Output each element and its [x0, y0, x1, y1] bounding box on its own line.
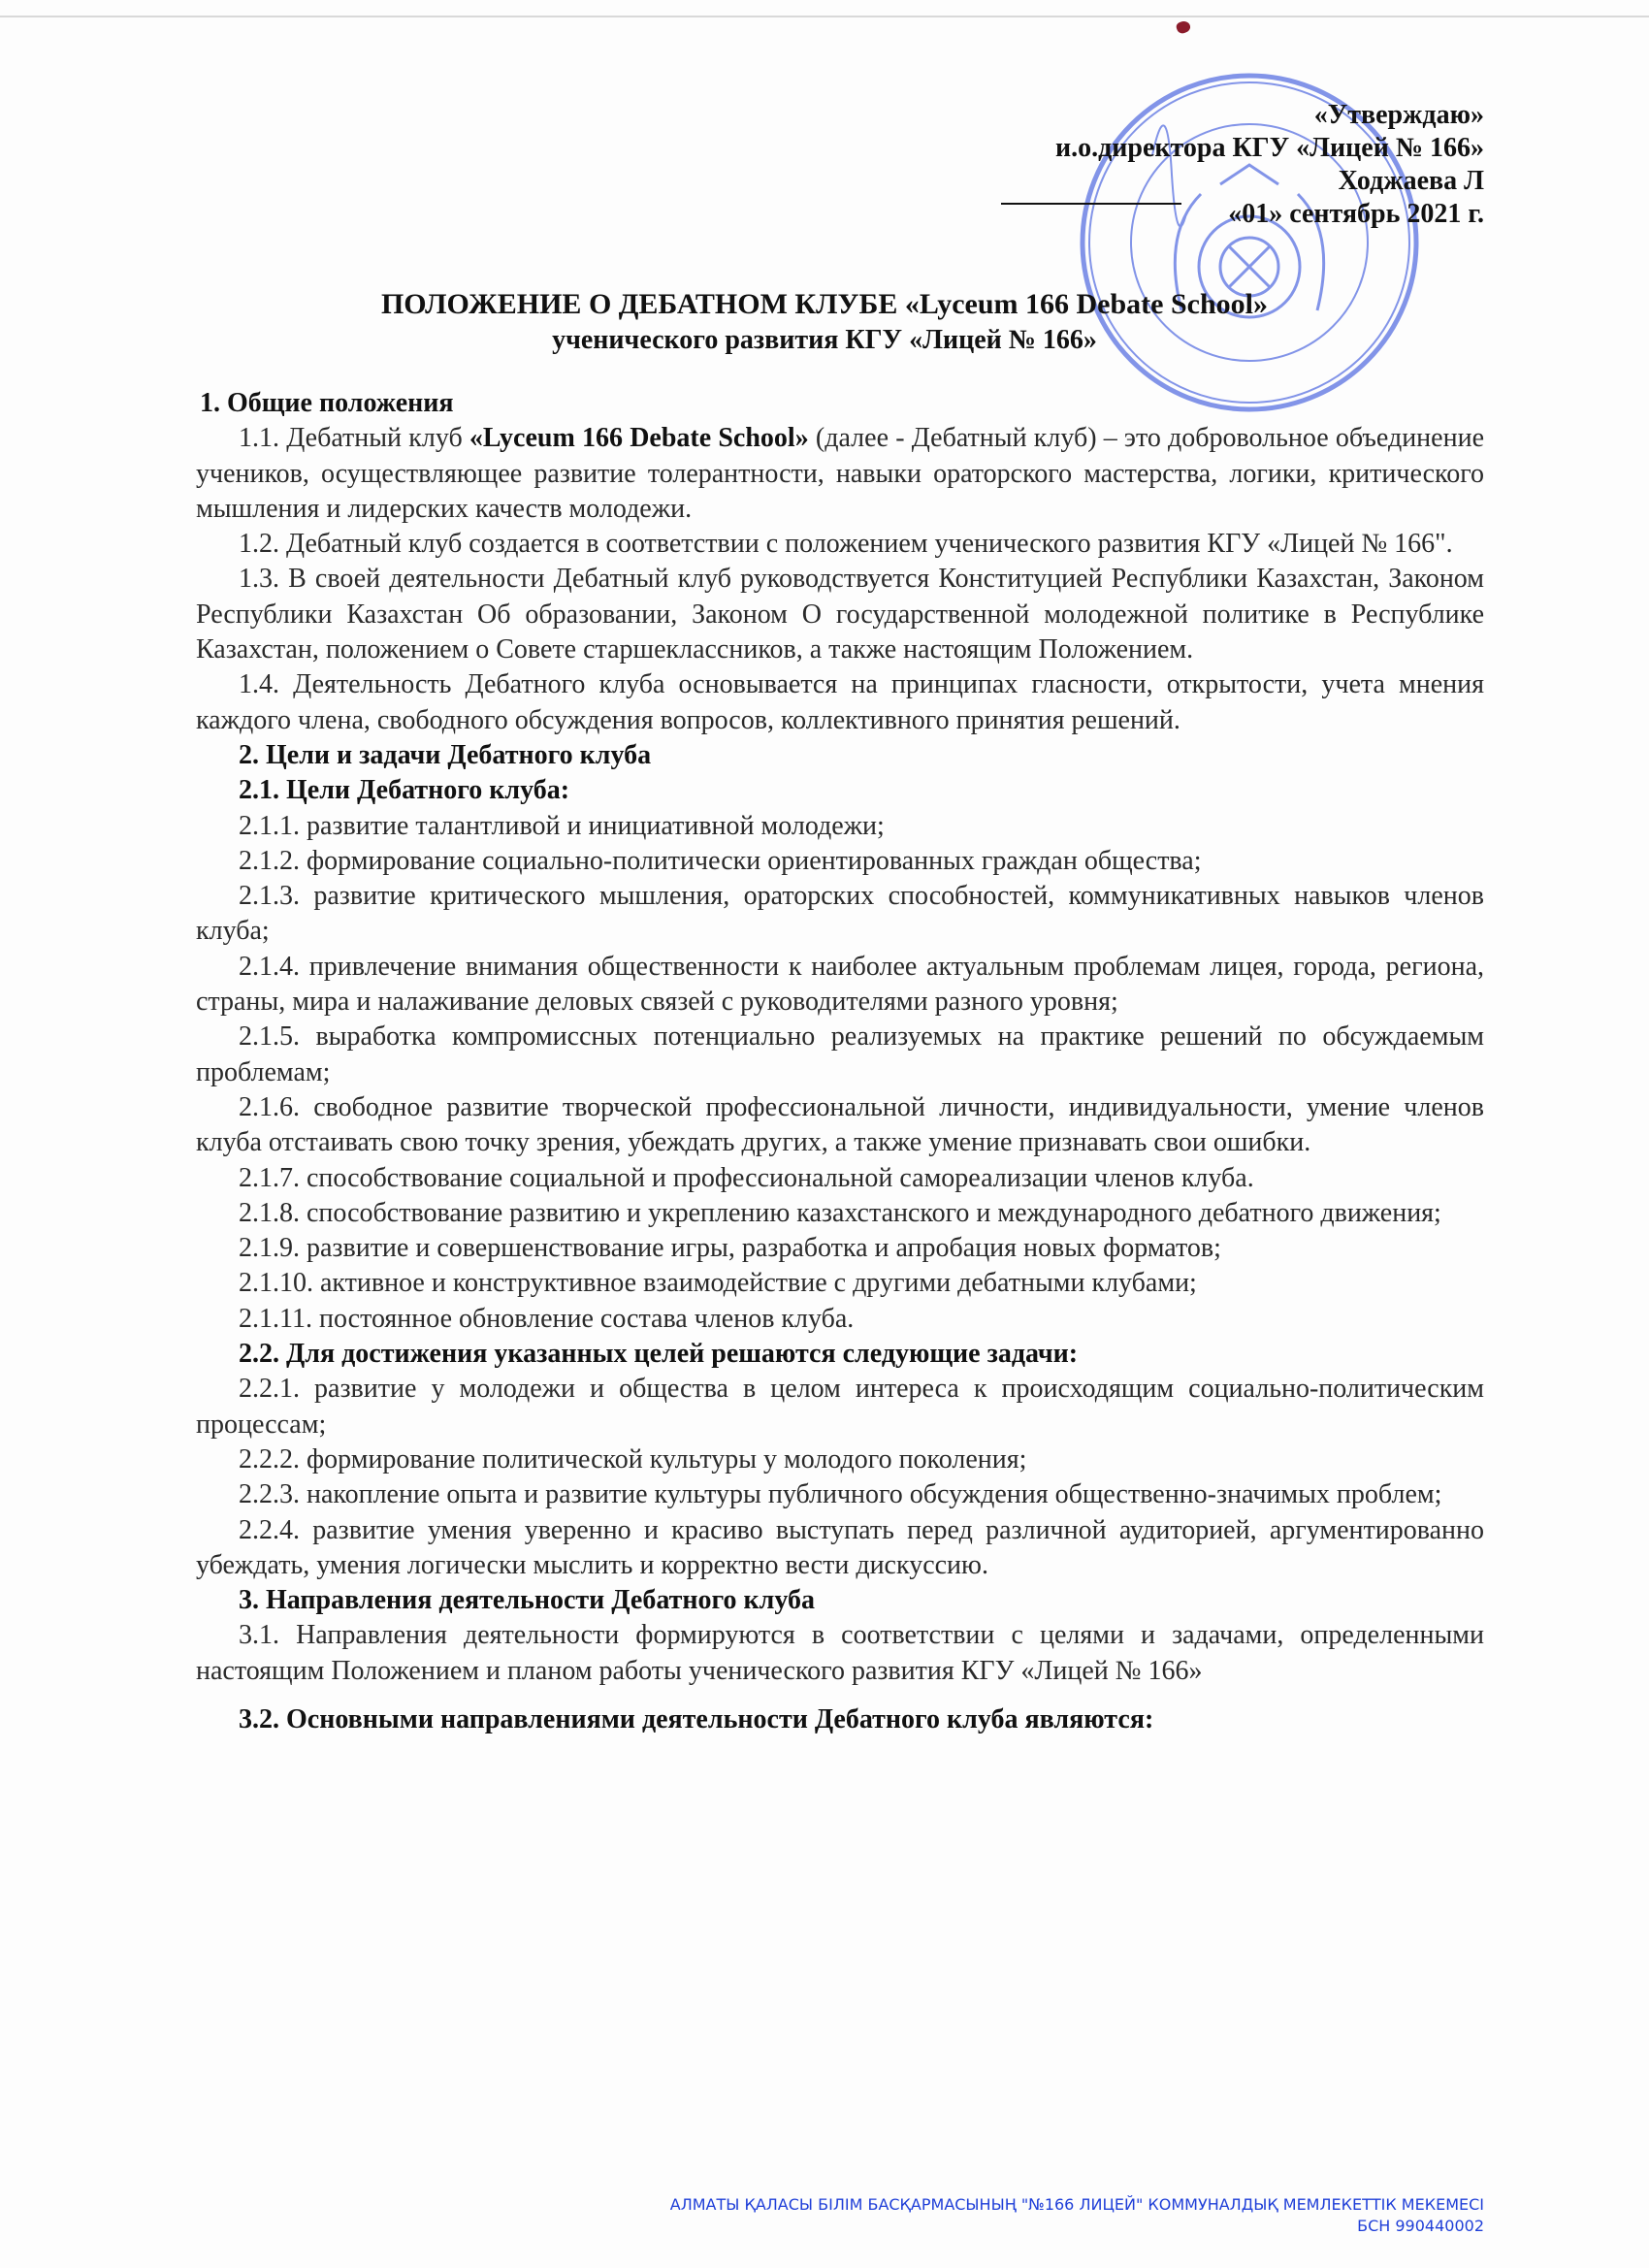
stamp-outer-text: АЛМАТЫ ҚАЛАСЫ БІЛІМ БАСҚАРМАСЫНЫҢ "№166 ЛИЦЕЙ" КОММУНАЛДЫҚ МЕМЛЕКЕТТІК МЕКЕМЕСІ: [669, 2195, 1484, 2214]
paragraph-1-4: 1.4. Деятельность Дебатного клуба основывается на принципах гласности, открытости, учета мнения каждого члена, свободного обсуждения вопросов, коллективного принятия решений.: [196, 669, 1484, 735]
paragraph-1-1-prefix: 1.1. Дебатный клуб: [239, 423, 469, 454]
stamp-inner-text: БСН 990440002: [1357, 2217, 1484, 2235]
section-2-heading: 2. Цели и задачи Дебатного клуба: [239, 739, 652, 770]
goal-item: 2.1.8. способствование развитию и укреплению казахстанского и международного дебатного движения;: [239, 1197, 1441, 1228]
approval-position: и.о.директора КГУ «Лицей № 166»: [1054, 133, 1484, 163]
goal-item: 2.1.7. способствование социальной и профессиональной самореализации членов клуба.: [239, 1162, 1254, 1193]
goal-item: 2.1.10. активное и конструктивное взаимодействие с другими дебатными клубами;: [239, 1268, 1197, 1299]
paragraph-1-2: 1.2. Дебатный клуб создается в соответствии с положением ученического развития КГУ «Лицей № 166".: [239, 529, 1453, 560]
goal-item: 2.1.9. развитие и совершенствование игры, разработка и апробация новых форматов;: [239, 1233, 1221, 1264]
task-item: 2.2.2. формирование политической культуры у молодого поколения;: [239, 1443, 1027, 1474]
approval-date: «01» сентябрь 2021 г.: [1228, 199, 1484, 229]
approval-heading: «Утверждаю»: [1313, 100, 1484, 130]
signature-line: [1001, 203, 1181, 205]
goal-item: 2.1.3. развитие критического мышления, ораторских способностей, коммуникативных навыков членов клуба;: [196, 881, 1484, 947]
document-title: ПОЛОЖЕНИЕ О ДЕБАТНОМ КЛУБЕ «Lyceum 166 Debate School»: [380, 288, 1269, 320]
paragraph-1-1: [196, 421, 1484, 527]
goal-item: 2.1.11. постоянное обновление состава членов клуба.: [239, 1303, 855, 1334]
document-subtitle: ученического развития КГУ «Лицей № 166»: [552, 325, 1097, 355]
goal-item: 2.1.1. развитие талантливой и инициативной молодежи;: [239, 810, 885, 841]
goal-item: 2.1.2. формирование социально-политически ориентированных граждан общества;: [239, 845, 1202, 876]
approval-name: Ходжаева Л: [1338, 166, 1484, 196]
stamp-text: [196, 2194, 1484, 2237]
task-item: 2.2.1. развитие у молодежи и общества в целом интереса к происходящим социально-политическим процессам;: [196, 1374, 1484, 1440]
red-ink-mark: [1175, 19, 1191, 35]
goal-item: 2.1.6. свободное развитие творческой профессиональной личности, индивидуальности, умение членов клуба отстаивать свою точку зрения, убеждать других, а также умение признавать свои ошибки.: [196, 1091, 1484, 1158]
subsection-3-2-heading: 3.2. Основными направлениями деятельности Дебатного клуба являются:: [239, 1703, 1154, 1734]
goal-item: 2.1.4. привлечение внимания общественности к наиболее актуальным проблемам лицея, города, региона, страны, мира и налаживание деловых связей с руководителями разного уровня;: [196, 951, 1484, 1018]
paragraph-3-1: 3.1. Направления деятельности формируются в соответствии с целями и задачами, определенными настоящим Положением и планом работы ученического развития КГУ «Лицей № 166»: [196, 1620, 1484, 1686]
section-1-heading: 1. Общие положения: [200, 388, 454, 418]
subsection-2-1-heading: 2.1. Цели Дебатного клуба:: [239, 775, 570, 806]
paragraph-1-1-rest: (далее - Дебатный клуб) – это добровольное объединение учеников, осуществляющее развитие толерантности, навыки ораторского мастерства, логики, критического мышления и лидерских качеств молодежи.: [196, 423, 1484, 524]
scan-edge-line: [0, 16, 1649, 17]
section-3-heading: 3. Направления деятельности Дебатного клуба: [239, 1585, 815, 1616]
task-item: 2.2.3. накопление опыта и развитие культуры публичного обсуждения общественно-значимых проблем;: [239, 1479, 1442, 1510]
paragraph-1-3: 1.3. В своей деятельности Дебатный клуб руководствуется Конституцией Республики Казахстан, Законом Республики Казахстан Об образовании, Законом О государственной молодежной политике в Республике Казахстан, положением о Совете старшеклассников, а также настоящим Положением.: [196, 564, 1484, 665]
club-name: «Lyceum 166 Debate School»: [469, 423, 809, 454]
approval-block: [1055, 99, 1484, 231]
task-item: 2.2.4. развитие умения уверенно и красиво выступать перед различной аудиторией, аргументированно убеждать, умения логически мыслить и корректно вести дискуссию.: [196, 1514, 1484, 1580]
subsection-2-2-heading: 2.2. Для достижения указанных целей решаются следующие задачи:: [239, 1339, 1079, 1370]
goal-item: 2.1.5. выработка компромиссных потенциально реализуемых на практике решений по обсуждаемым проблемам;: [196, 1021, 1484, 1087]
document-body: [196, 386, 1484, 1737]
